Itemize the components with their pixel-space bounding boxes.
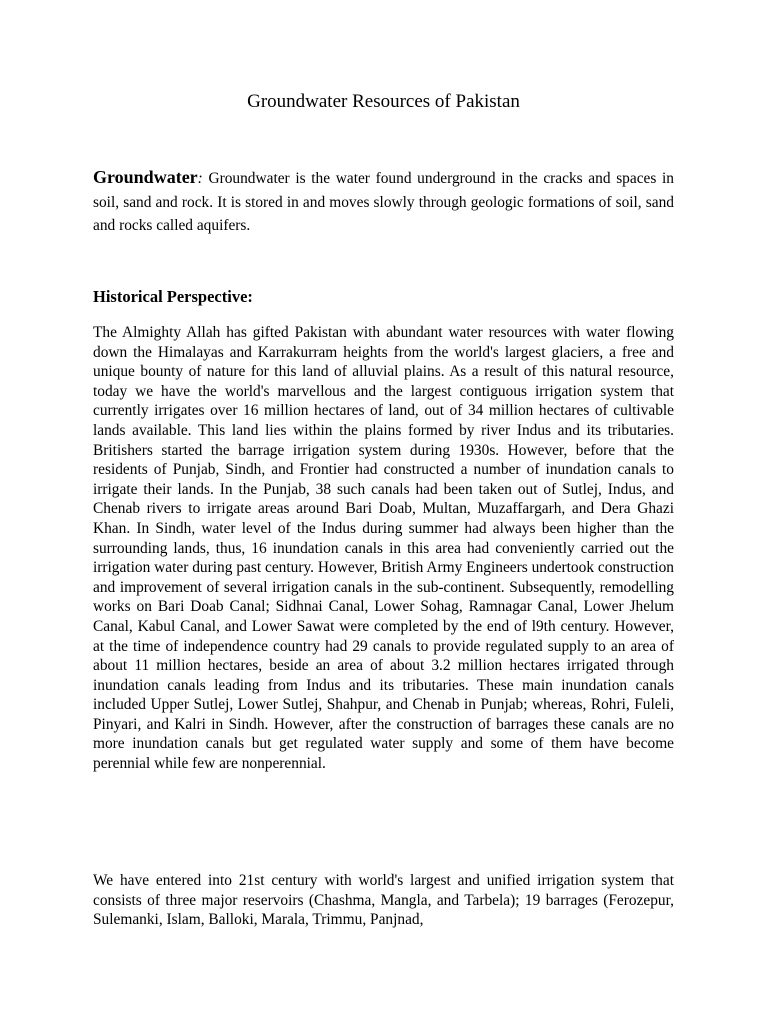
body-paragraph: The Almighty Allah has gifted Pakistan with abundant water resources with water flowing down the Himalayas and Karrakurram heights from the world's largest glaciers, a free and unique bounty of nature for this land of alluvial plains. As a result of this natural resource, today we have the world's marvellous and the largest contiguous irrigation system that currently irrigates over 16 million hectares of land, out of 34 million hectares of cultivable lands available. This land lies within the plains formed by river Indus and its tributaries. Britishers started the barrage irrigation system during 1930s. However, before that the residents of Punjab, Sindh, and Frontier had constructed a number of inundation canals to irrigate their lands. In the Punjab, 38 such canals had been taken out of Sutlej, Indus, and Chenab rivers to irrigate areas around Bari Doab, Multan, Muzaffargarh, and Dera Ghazi Khan. In Sindh, water level of the Indus during summer had always been higher than the surrounding lands, thus, 16 inundation canals in this area had conveniently carried out the irrigation water during past century. However, British Army Engineers undertook construction and improvement of several irrigation canals in the sub-continent. Subsequently, remodelling works on Bari Doab Canal; Sidhnai Canal, Lower Sohag, Ramnagar Canal, Lower Jhelum Canal, Kabul Canal, and Lower Sawat were completed by the end of l9th century. However, at the time of independence country had 29 canals to provide regulated supply to an area of about 11 million hectares, beside an area of about 3.2 million hectares irrigated through inundation canals leading from Indus and its tributaries. These main inundation canals included Upper Sutlej, Lower Sutlej, Shahpur, and Chenab in Punjab; whereas, Rohri, Fuleli, Pinyari, and Kalri in Sindh. However, after the construction of barrages these canals are no more inundation canals but get regulated water supply and some of them have become perennial while few are nonperennial. bbox=[93, 324, 674, 773]
intro-paragraph bbox=[93, 166, 674, 238]
page-title: Groundwater Resources of Pakistan bbox=[247, 91, 520, 112]
intro-term: Groundwater bbox=[93, 167, 198, 187]
body-paragraph: We have entered into 21st century with world's largest and unified irrigation system that consists of three major reservoirs (Chashma, Mangla, and Tarbela); 19 barrages (Ferozepur, Sulemanki, Islam, Balloki, Marala, Trimmu, Panjnad, bbox=[93, 872, 674, 929]
section-heading: Historical Perspective: bbox=[93, 287, 253, 306]
intro-text: Groundwater is the water found underground in the cracks and spaces in soil, sand and rock. It is stored in and moves slowly through geologic formations of soil, sand and rocks called aquifers. bbox=[93, 170, 674, 234]
intro-colon: : bbox=[197, 170, 203, 187]
